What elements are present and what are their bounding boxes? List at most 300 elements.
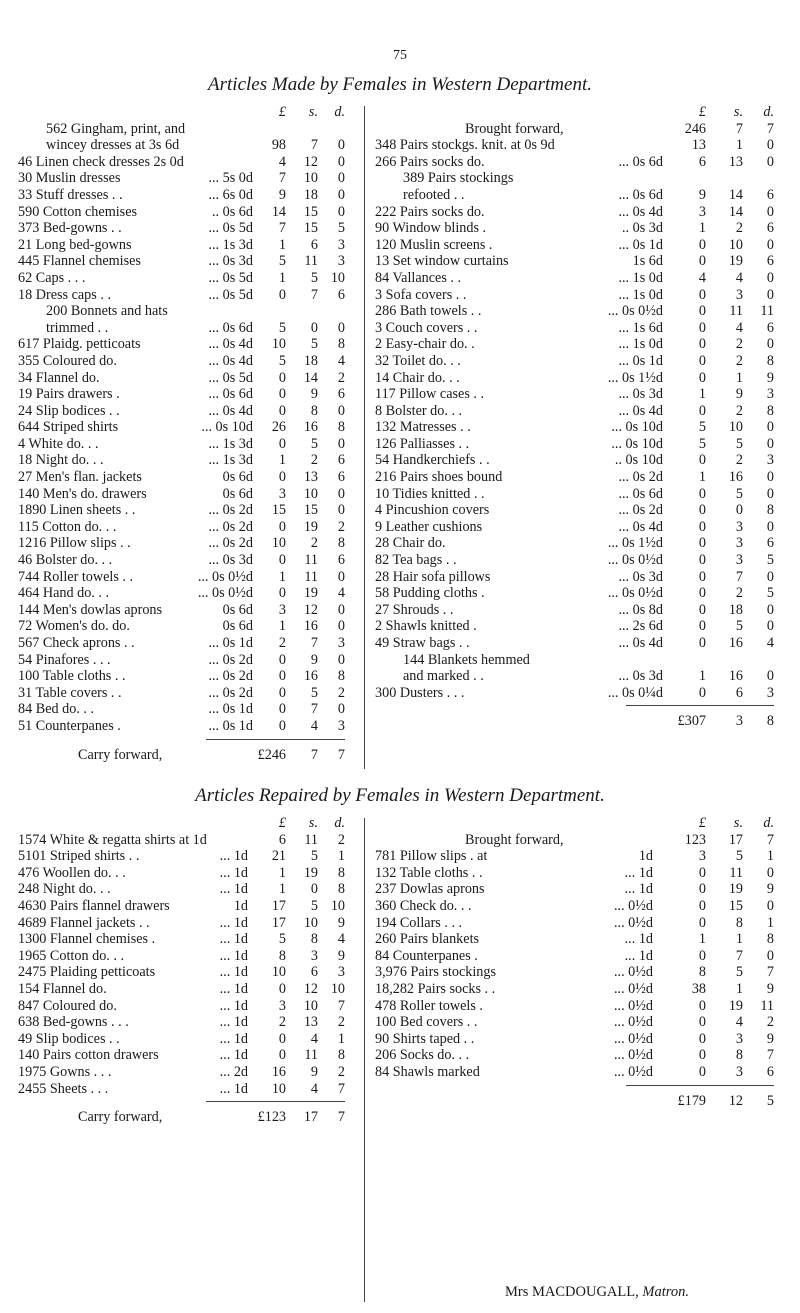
item-pounds: 0 <box>698 236 706 253</box>
item-rate: ... 0s 10d <box>611 435 663 452</box>
item-description: 1300 Flannel chemises . <box>18 931 156 948</box>
item-pence: 9 <box>766 980 774 997</box>
item-pounds: 0 <box>698 914 706 931</box>
item-shillings: 10 <box>303 914 318 931</box>
total-shillings: 17 <box>303 1109 318 1126</box>
item-pence: 9 <box>766 1030 774 1047</box>
item-description: 27 Shrouds . . <box>375 601 454 618</box>
item-description: refooted . . <box>403 186 465 203</box>
brought-forward-label: Brought forward, <box>465 831 564 848</box>
item-pence: 0 <box>337 618 345 635</box>
item-description: 1975 Gowns . . . <box>18 1063 112 1080</box>
total-rule <box>626 705 774 706</box>
item-pounds: 8 <box>698 964 706 981</box>
total-shillings: 3 <box>735 713 743 730</box>
table-row <box>18 652 353 669</box>
item-description: 100 Bed covers . . <box>375 1014 478 1031</box>
item-pounds: 0 <box>278 1047 286 1064</box>
table-row <box>18 204 353 221</box>
table-row <box>375 370 785 387</box>
item-description: 82 Tea bags . . <box>375 552 457 569</box>
item-shillings: 7 <box>735 947 743 964</box>
item-shillings: 16 <box>728 469 743 486</box>
table-row <box>18 915 353 932</box>
item-pounds: 0 <box>698 336 706 353</box>
item-pence: 0 <box>766 153 774 170</box>
item-description: 30 Muslin dresses <box>18 170 121 187</box>
table-row <box>375 569 785 586</box>
item-shillings: 14 <box>728 203 743 220</box>
item-description: 206 Socks do. . . <box>375 1047 470 1064</box>
item-pence: 0 <box>337 186 345 203</box>
brought-forward-row <box>375 832 785 849</box>
item-rate: ... 0s 5d <box>208 269 253 286</box>
signature-name: Mrs MACDOUGALL, <box>505 1284 639 1300</box>
item-pence: 8 <box>337 419 345 436</box>
item-shillings: 7 <box>310 137 318 154</box>
item-description: 5101 Striped shirts . . <box>18 848 140 865</box>
item-rate: ... 0s 6d <box>208 386 253 403</box>
item-pence: 11 <box>760 303 774 320</box>
item-pounds: 0 <box>698 635 706 651</box>
item-pence: 11 <box>760 997 774 1014</box>
table-row <box>375 652 785 669</box>
item-pence: 6 <box>766 186 774 203</box>
item-description: 567 Check aprons . . <box>18 635 135 651</box>
brought-pence: 7 <box>766 831 774 848</box>
item-rate: ... 5s 0d <box>208 170 253 187</box>
item-rate: ... 0s 1d <box>208 701 253 718</box>
item-pounds: 15 <box>271 502 286 519</box>
table-row <box>18 898 353 915</box>
item-pounds: 0 <box>698 253 706 270</box>
table-row <box>18 1047 353 1064</box>
item-rate: ... 0s 2d <box>618 469 663 486</box>
item-description: 84 Counterpanes . <box>375 947 478 964</box>
item-description: 617 Plaidg. petticoats <box>18 336 141 353</box>
item-rate: ... 0½d <box>613 1014 653 1031</box>
item-pounds: 5 <box>278 352 286 369</box>
item-pence: 4 <box>766 635 774 651</box>
item-rate: ... 0½d <box>613 1047 653 1064</box>
item-pounds: 3 <box>278 601 286 618</box>
table-row <box>18 1081 353 1098</box>
total-pounds: £179 <box>677 1092 706 1109</box>
item-pounds: 0 <box>698 568 706 585</box>
item-description: 478 Roller towels . <box>375 997 483 1014</box>
item-description: 200 Bonnets and hats <box>46 303 168 320</box>
item-rate: ... 1d <box>624 864 653 881</box>
item-shillings: 18 <box>303 186 318 203</box>
total-row <box>375 1093 785 1110</box>
item-pounds: 3 <box>278 485 286 502</box>
item-shillings: 6 <box>310 236 318 253</box>
item-pence: 9 <box>766 369 774 386</box>
item-description: 476 Woollen do. . . <box>18 864 126 881</box>
total-pounds: £123 <box>257 1109 286 1126</box>
item-description: 115 Cotton do. . . <box>18 518 117 535</box>
brought-forward-row <box>375 121 785 138</box>
item-pence: 2 <box>337 1063 345 1080</box>
item-shillings: 16 <box>303 668 318 685</box>
item-pence: 6 <box>337 552 345 569</box>
item-description: 2475 Plaiding petticoats <box>18 964 156 981</box>
item-rate: ... 0s 4d <box>618 402 663 419</box>
item-pounds: 0 <box>278 1030 286 1047</box>
item-description: 24 Slip bodices . . <box>18 402 120 419</box>
table-row <box>375 685 785 702</box>
item-pounds: 1 <box>698 220 706 237</box>
total-row <box>18 747 353 764</box>
item-pence: 0 <box>337 153 345 170</box>
item-pence: 1 <box>337 1030 345 1047</box>
item-rate: 1s 6d <box>632 253 663 270</box>
item-description: 32 Toilet do. . . <box>375 352 461 369</box>
total-shillings: 7 <box>310 746 318 763</box>
item-pence: 3 <box>766 452 774 469</box>
item-rate: ... 0s 3d <box>618 568 663 585</box>
item-shillings: 11 <box>304 1047 318 1064</box>
table-row <box>18 668 353 685</box>
item-pence: 0 <box>766 435 774 452</box>
item-shillings: 11 <box>304 552 318 569</box>
item-pence: 9 <box>337 914 345 931</box>
item-rate: ... 0s 3d <box>208 552 253 569</box>
item-shillings: 2 <box>310 535 318 552</box>
item-pounds: 0 <box>278 980 286 997</box>
item-rate: 0s 6d <box>222 601 253 618</box>
item-description: wincey dresses at 3s 6d <box>46 137 180 154</box>
table-row <box>18 718 353 735</box>
item-shillings: 4 <box>735 1014 743 1031</box>
item-shillings: 15 <box>728 897 743 914</box>
item-shillings: 11 <box>729 303 743 320</box>
item-pence: 8 <box>337 1047 345 1064</box>
item-description: 3 Sofa covers . . <box>375 286 467 303</box>
item-pounds: 9 <box>278 186 286 203</box>
item-shillings: 1 <box>735 369 743 386</box>
item-shillings: 5 <box>310 435 318 452</box>
item-pence: 1 <box>337 848 345 865</box>
item-description: 132 Matresses . . <box>375 419 471 436</box>
item-description: 2 Shawls knitted . <box>375 618 477 635</box>
item-pence: 7 <box>337 1080 345 1097</box>
item-rate: ... 0s 2d <box>208 668 253 685</box>
table-row <box>375 486 785 503</box>
table-row <box>18 964 353 981</box>
table-row <box>18 486 353 503</box>
item-rate: ... 1d <box>219 1047 248 1064</box>
item-rate: ... 1d <box>219 980 248 997</box>
item-rate: .. 0s 3d <box>622 220 663 237</box>
item-description: 562 Gingham, print, and <box>46 120 186 137</box>
item-description: 4 Pincushion covers <box>375 502 490 519</box>
item-rate: ... 0s 0½d <box>607 552 663 569</box>
item-pounds: 0 <box>278 518 286 535</box>
item-description: 8 Bolster do. . . <box>375 402 463 419</box>
item-pounds: 5 <box>278 319 286 336</box>
table-row <box>18 881 353 898</box>
item-pence: 7 <box>766 1047 774 1064</box>
item-pounds: 0 <box>278 668 286 685</box>
item-pence: 6 <box>337 469 345 486</box>
item-description: 260 Pairs blankets <box>375 931 480 948</box>
item-description: 464 Hand do. . . <box>18 585 110 602</box>
item-description: 120 Muslin screens . <box>375 236 493 253</box>
item-shillings: 8 <box>310 931 318 948</box>
item-shillings: 5 <box>310 269 318 286</box>
item-description: 222 Pairs socks do. <box>375 203 485 220</box>
item-description: 18 Dress caps . . <box>18 286 111 303</box>
item-pounds: 0 <box>698 485 706 502</box>
item-pounds: 9 <box>698 186 706 203</box>
table-row <box>375 386 785 403</box>
item-pence: 2 <box>337 684 345 701</box>
item-shillings: 11 <box>304 253 318 270</box>
brought-forward-label: Brought forward, <box>465 120 564 137</box>
item-rate: ... 0½d <box>613 980 653 997</box>
item-pounds: 0 <box>698 684 706 701</box>
item-pounds: 26 <box>271 419 286 436</box>
item-shillings: 1 <box>735 931 743 948</box>
item-pounds: 1 <box>278 236 286 253</box>
item-pounds: 0 <box>278 402 286 419</box>
total-rule <box>626 1085 774 1086</box>
table-row <box>18 585 353 602</box>
item-pounds: 2 <box>278 635 286 651</box>
item-pounds: 3 <box>278 997 286 1014</box>
item-description: 300 Dusters . . . <box>375 684 465 701</box>
table-row <box>375 303 785 320</box>
item-rate: 0s 6d <box>222 618 253 635</box>
table-row <box>375 865 785 882</box>
item-rate: 1d <box>638 848 653 865</box>
table-row <box>18 701 353 718</box>
item-pounds: 0 <box>278 469 286 486</box>
table-row <box>375 585 785 602</box>
item-rate: ... 1s 0d <box>618 269 663 286</box>
item-shillings: 3 <box>735 286 743 303</box>
item-pence: 0 <box>766 419 774 436</box>
item-pence: 8 <box>337 864 345 881</box>
item-shillings: 2 <box>735 402 743 419</box>
item-pounds: 21 <box>271 848 286 865</box>
item-rate: .. 0s 6d <box>212 203 253 220</box>
table-row <box>18 519 353 536</box>
table-row <box>18 237 353 254</box>
item-pounds: 0 <box>698 502 706 519</box>
item-rate: ... 0s 1d <box>208 635 253 651</box>
item-description: 194 Collars . . . <box>375 914 463 931</box>
item-description: 90 Shirts taped . . <box>375 1030 475 1047</box>
item-description: 100 Table cloths . . <box>18 668 126 685</box>
pound-header: £ <box>278 104 286 120</box>
item-description: 1216 Pillow slips . . <box>18 535 131 552</box>
item-rate: ... 0½d <box>613 1030 653 1047</box>
item-pounds: 0 <box>698 997 706 1014</box>
item-shillings: 18 <box>303 352 318 369</box>
item-shillings: 5 <box>735 618 743 635</box>
item-pence: 7 <box>766 964 774 981</box>
item-description: 46 Bolster do. . . <box>18 552 113 569</box>
pence-header: d. <box>334 104 345 120</box>
table-row <box>18 270 353 287</box>
table-row <box>18 535 353 552</box>
item-description: 84 Shawls marked <box>375 1063 480 1080</box>
table-row <box>18 137 353 154</box>
item-shillings: 9 <box>310 386 318 403</box>
table-row <box>18 832 353 849</box>
table-row <box>18 1014 353 1031</box>
section1-title: Articles Made by Females in Western Department. <box>208 74 592 95</box>
item-shillings: 3 <box>735 1030 743 1047</box>
item-pounds: 0 <box>698 585 706 602</box>
item-description: 18 Night do. . . <box>18 452 104 469</box>
item-rate: ... 1d <box>219 1014 248 1031</box>
item-pounds: 6 <box>278 831 286 848</box>
item-description: 144 Blankets hemmed <box>403 651 530 668</box>
item-pence: 8 <box>337 668 345 685</box>
item-pence: 0 <box>766 236 774 253</box>
item-pounds: 10 <box>271 336 286 353</box>
item-shillings: 7 <box>310 635 318 651</box>
item-shillings: 12 <box>303 980 318 997</box>
item-shillings: 19 <box>728 881 743 898</box>
item-rate: ... 0s 2d <box>618 502 663 519</box>
item-description: 1574 White & regatta shirts at 1d <box>18 831 207 848</box>
item-pence: 0 <box>766 568 774 585</box>
item-pence: 9 <box>766 881 774 898</box>
shilling-header: s. <box>308 104 318 120</box>
item-pounds: 13 <box>691 137 706 154</box>
item-shillings: 16 <box>728 668 743 685</box>
item-description: 28 Chair do. <box>375 535 446 552</box>
table-row <box>375 519 785 536</box>
item-pence: 2 <box>337 1014 345 1031</box>
total-rule <box>206 1101 345 1102</box>
item-pounds: 5 <box>278 253 286 270</box>
item-shillings: 2 <box>735 352 743 369</box>
item-description: 49 Straw bags . . <box>375 635 470 651</box>
item-shillings: 3 <box>735 1063 743 1080</box>
item-rate: ... 0s 1d <box>618 352 663 369</box>
item-rate: ... 0s 4d <box>618 518 663 535</box>
item-rate: ... 0s 0¼d <box>607 684 663 701</box>
total-separator <box>18 735 353 747</box>
item-pounds: 1 <box>278 269 286 286</box>
item-pounds: 16 <box>271 1063 286 1080</box>
item-pounds: 8 <box>278 947 286 964</box>
item-pounds: 0 <box>698 1030 706 1047</box>
total-rule <box>206 739 345 740</box>
item-rate: ... 1s 3d <box>208 452 253 469</box>
item-pence: 2 <box>766 1014 774 1031</box>
item-description: 2455 Sheets . . . <box>18 1080 109 1097</box>
item-pence: 6 <box>337 286 345 303</box>
item-description: 58 Pudding cloths . <box>375 585 485 602</box>
item-rate: ... 1d <box>219 864 248 881</box>
item-pounds: 4 <box>278 153 286 170</box>
item-description: 72 Women's do. do. <box>18 618 130 635</box>
table-row <box>18 848 353 865</box>
table-row <box>18 865 353 882</box>
item-description: 31 Table covers . . <box>18 684 122 701</box>
item-description: 90 Window blinds . <box>375 220 487 237</box>
item-pence: 0 <box>766 286 774 303</box>
item-pence: 1 <box>766 914 774 931</box>
item-pounds: 1 <box>698 931 706 948</box>
item-pence: 0 <box>766 269 774 286</box>
item-pence: 6 <box>337 386 345 403</box>
table-row <box>375 137 785 154</box>
item-rate: ... 1d <box>219 848 248 865</box>
item-pounds: 0 <box>278 386 286 403</box>
item-pounds: 0 <box>698 402 706 419</box>
item-rate: ... 0s 6d <box>208 319 253 336</box>
item-rate: ... 0½d <box>613 1063 653 1080</box>
table-row <box>18 436 353 453</box>
table-row <box>375 220 785 237</box>
item-description: 27 Men's flan. jackets <box>18 469 142 486</box>
item-description: 237 Dowlas aprons <box>375 881 485 898</box>
item-pounds: 6 <box>698 153 706 170</box>
table-row <box>375 187 785 204</box>
item-pence: 2 <box>337 518 345 535</box>
table-row <box>18 370 353 387</box>
item-shillings: 4 <box>310 717 318 734</box>
item-pounds: 0 <box>278 717 286 734</box>
table-row <box>375 964 785 981</box>
item-rate: ... 1d <box>219 964 248 981</box>
item-pounds: 0 <box>698 864 706 881</box>
item-pounds: 0 <box>698 303 706 320</box>
table-row <box>18 336 353 353</box>
item-description: 4630 Pairs flannel drawers <box>18 897 170 914</box>
item-pence: 0 <box>337 485 345 502</box>
item-pence: 0 <box>337 319 345 336</box>
table-row <box>18 452 353 469</box>
item-pounds: 0 <box>698 1063 706 1080</box>
item-description: 28 Hair sofa pillows <box>375 568 491 585</box>
total-pence: 8 <box>766 713 774 730</box>
item-shillings: 1 <box>735 137 743 154</box>
item-rate: ... 1d <box>624 931 653 948</box>
item-description: 4 White do. . . <box>18 435 99 452</box>
item-shillings: 4 <box>310 1080 318 1097</box>
table-row <box>18 998 353 1015</box>
table-row <box>18 121 353 138</box>
table-row <box>375 436 785 453</box>
item-description: 46 Linen check dresses 2s 0d <box>18 153 184 170</box>
item-pounds: 0 <box>698 535 706 552</box>
item-shillings: 5 <box>310 848 318 865</box>
item-description: 9 Leather cushions <box>375 518 483 535</box>
item-rate: ... 0½d <box>613 914 653 931</box>
item-rate: ... 0s 0½d <box>607 585 663 602</box>
item-pence: 0 <box>766 518 774 535</box>
item-description: 744 Roller towels . . <box>18 568 134 585</box>
item-pounds: 5 <box>698 435 706 452</box>
item-rate: ... 0s 2d <box>208 651 253 668</box>
item-description: 13 Set window curtains <box>375 253 509 270</box>
item-description: 34 Flannel do. <box>18 369 100 386</box>
item-pence: 0 <box>766 618 774 635</box>
item-shillings: 3 <box>735 518 743 535</box>
pound-header: £ <box>698 104 706 120</box>
item-description: 154 Flannel do. <box>18 980 107 997</box>
total-separator <box>375 701 785 713</box>
item-description: 51 Counterpanes . <box>18 717 121 734</box>
